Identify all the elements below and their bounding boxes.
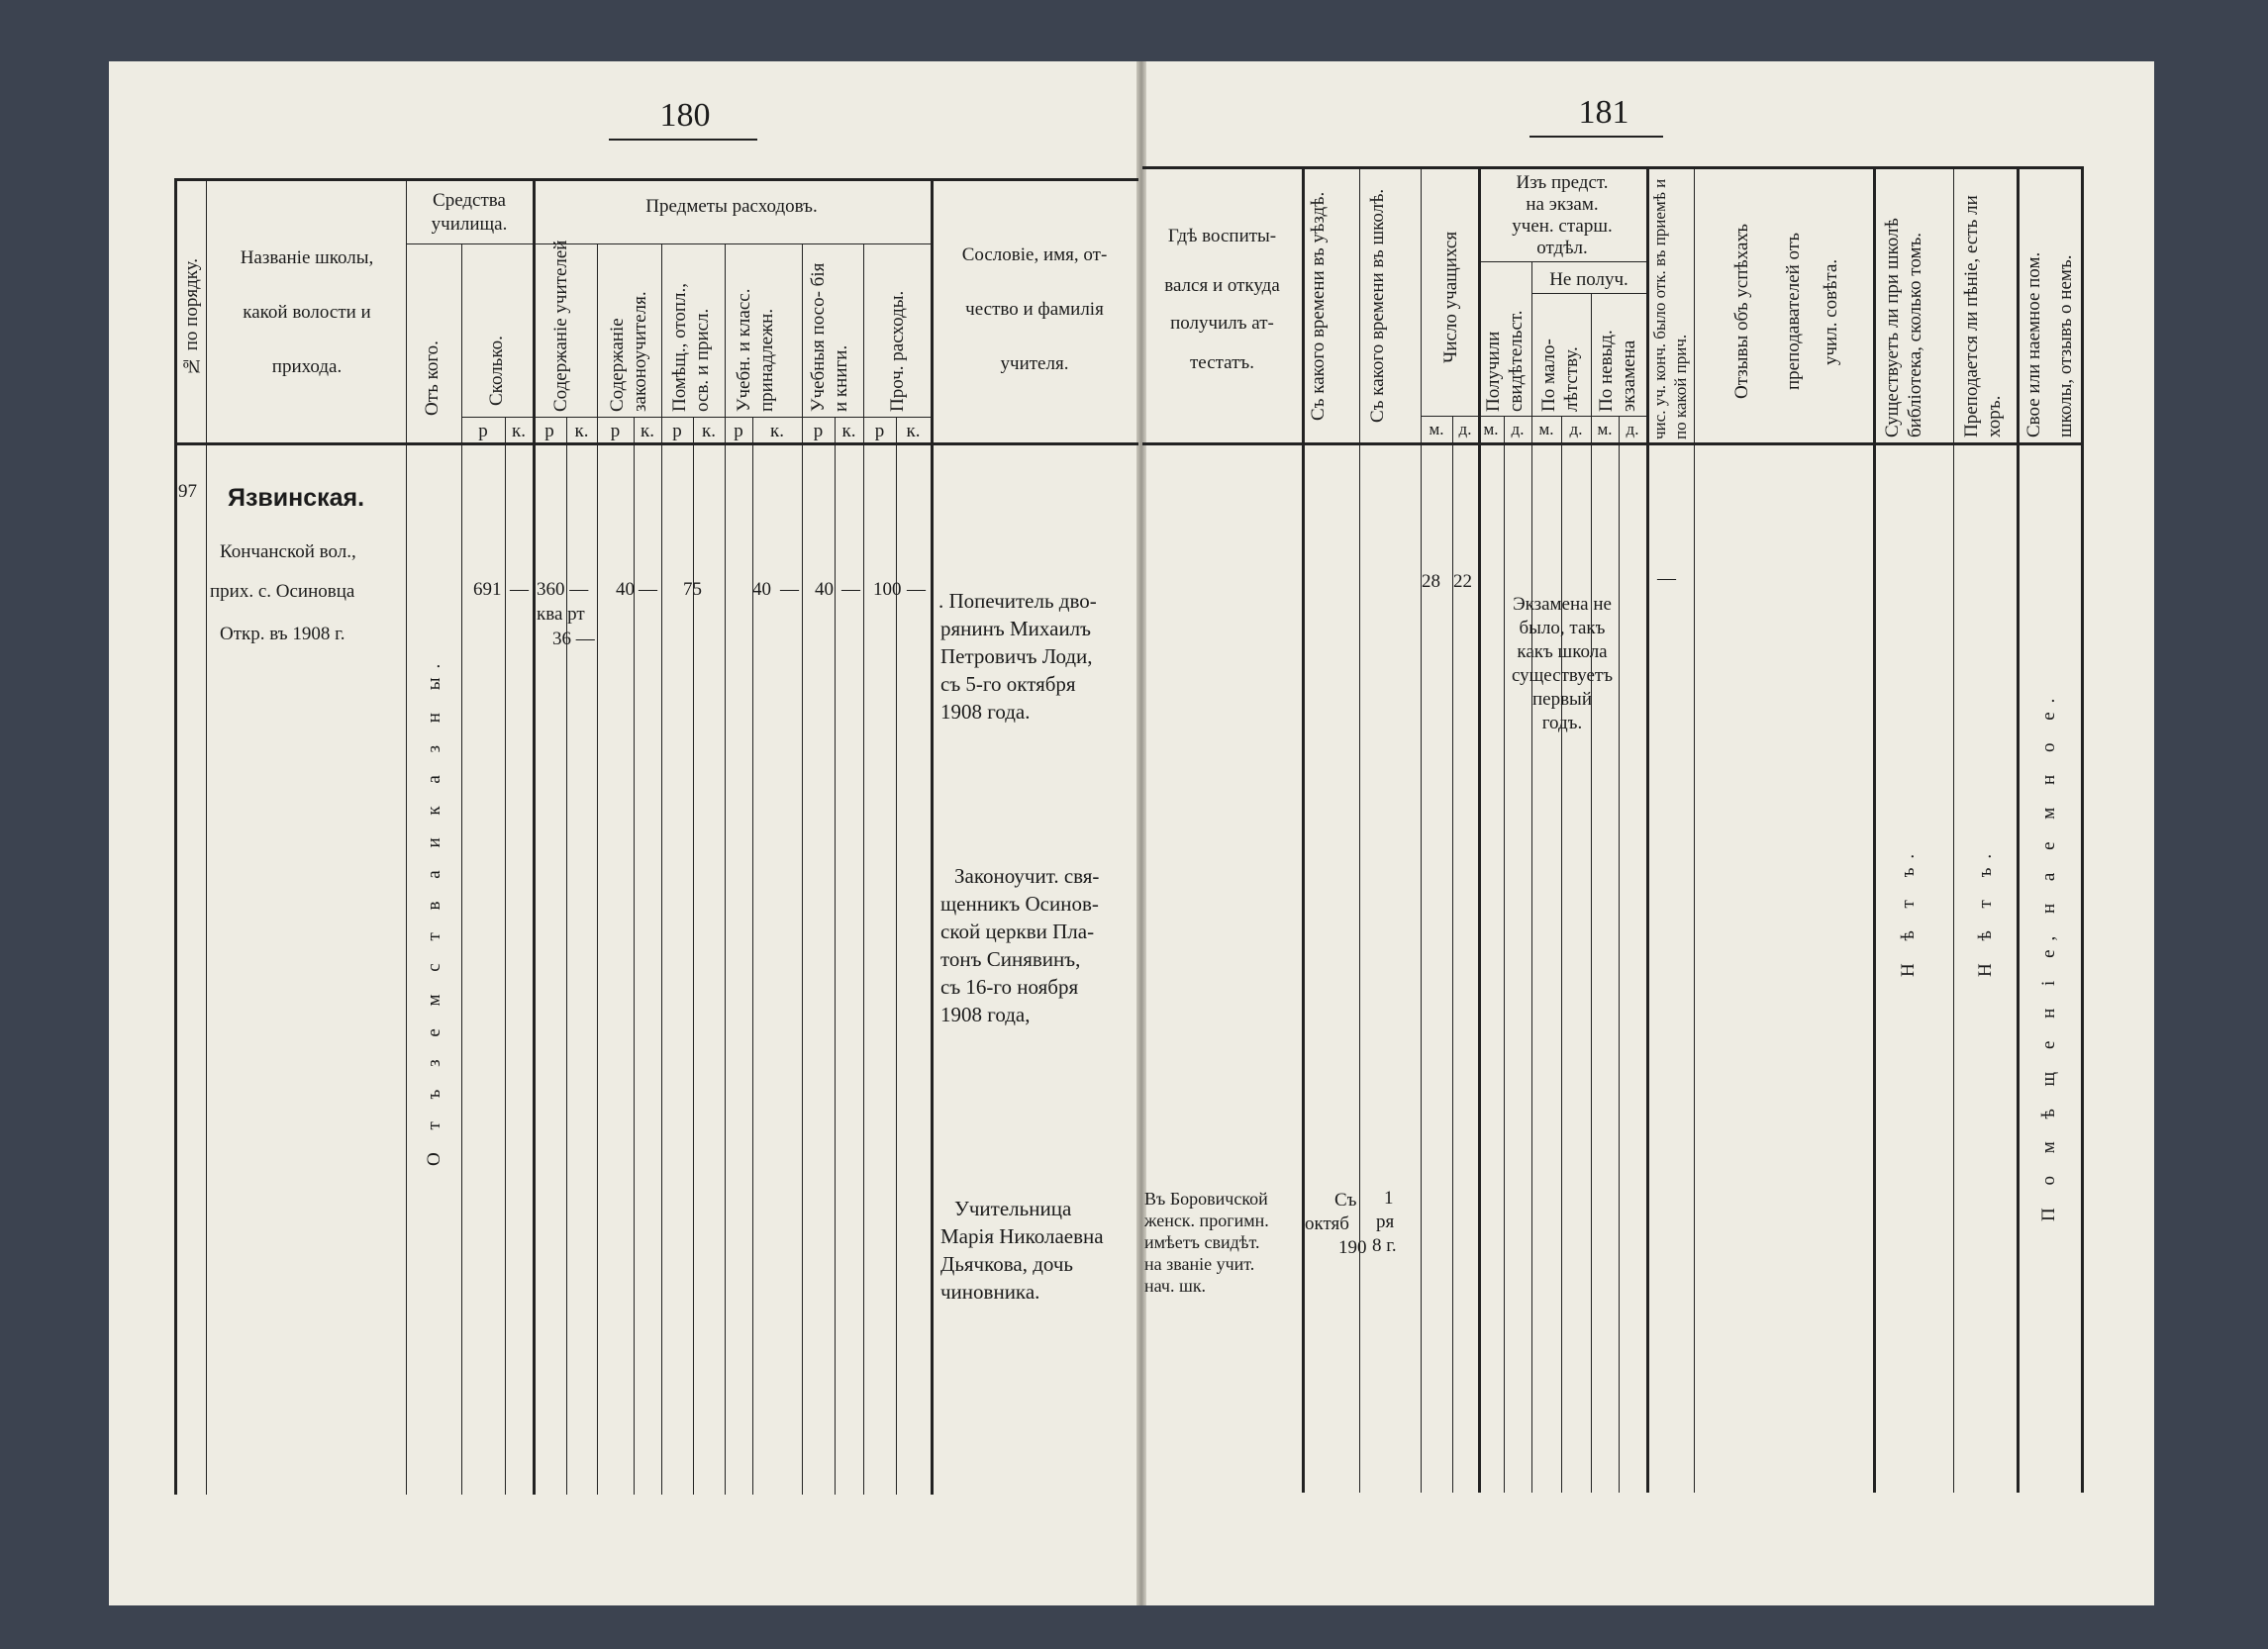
header-school-l1: Названіе школы,: [240, 247, 374, 268]
edu-l4: на званіе учит.: [1144, 1254, 1255, 1274]
rub-label: р: [610, 421, 621, 441]
funds-kop: —: [510, 579, 529, 600]
school-parish: прих. с. Осиновца: [210, 581, 355, 602]
header-singing: Преподается ли пѣніе, есть ли хоръ.: [1961, 195, 2005, 437]
table-top-rule: [1142, 166, 2081, 169]
trustee-l5: 1908 года.: [940, 700, 1031, 724]
col-border: [1619, 416, 1620, 1493]
exp-premises: 75: [683, 579, 702, 600]
exp-other-kop: —: [907, 579, 926, 600]
header-exp-premises: Помѣщ., отопл., осв. и присл.: [669, 282, 713, 412]
school-opened: Откр. въ 1908 г.: [220, 624, 345, 644]
header-reviews-teachers: преподавателей отъ: [1783, 233, 1804, 391]
col-border: [2017, 166, 2020, 1493]
exp-supplies: 40: [752, 579, 771, 600]
col-border: [1953, 166, 1954, 1493]
kop-label: к.: [770, 421, 784, 441]
d-label: д.: [1458, 420, 1472, 438]
since-school-l3: 8 г.: [1372, 1235, 1397, 1256]
header-library: Существуетъ ли при школѣ библіотека, сколько томъ.: [1882, 218, 1925, 437]
exam-note-l4: существуетъ: [1511, 665, 1614, 686]
exp-other: 100: [873, 579, 902, 600]
notgot-header-rule: [1531, 293, 1646, 294]
kop-label: к.: [512, 421, 526, 441]
header-got-cert: Получили свидѣтельст.: [1483, 310, 1527, 412]
header-exp-teachers: Содержаніе учителей: [550, 240, 571, 412]
header-exam-l2: на экзам.: [1526, 194, 1599, 215]
header-edu-l3: получилъ ат-: [1170, 313, 1274, 334]
col-border: [406, 178, 407, 1495]
header-school-l3: прихода.: [271, 356, 343, 377]
library-value: Н ѣ т ъ.: [1898, 844, 1919, 977]
d-label: д.: [1569, 420, 1583, 438]
header-exp-supplies: Учебн. и класс. принадлежн.: [734, 288, 777, 412]
kop-label: к.: [841, 421, 856, 441]
trustee-l4: съ 5-го октября: [940, 672, 1076, 696]
header-how-much: Сколько.: [486, 336, 507, 406]
exam-note-l3: какъ школа: [1517, 641, 1608, 662]
header-pupils: Число учащихся: [1440, 231, 1461, 363]
col-border: [1873, 166, 1876, 1493]
col-border: [1694, 166, 1695, 1493]
kop-label: к.: [702, 421, 716, 441]
lawteacher-l1: Законоучит. свя-: [954, 864, 1100, 888]
teacher-l4: чиновника.: [940, 1280, 1040, 1304]
trustee-l1: . Попечитель дво-: [938, 589, 1097, 613]
page-number-right: 181: [1578, 94, 1629, 131]
header-premises-own: Свое или наемное пом.: [2023, 251, 2044, 437]
funds-header-rule: [406, 243, 533, 244]
kop-label: к.: [641, 421, 654, 441]
header-edu-l2: вался и откуда: [1164, 275, 1280, 296]
lawteacher-l2: щенникъ Осинов-: [940, 892, 1099, 916]
exp-teachers-2: ква рт: [537, 604, 585, 625]
header-edu-l1: Гдѣ воспиты-: [1167, 226, 1277, 246]
header-reviews-council: учил. совѣта.: [1821, 258, 1841, 365]
exp-supplies-kop: —: [780, 579, 799, 600]
col-border: [1421, 166, 1422, 1493]
teacher-l3: Дьячкова, дочь: [940, 1252, 1073, 1276]
kop-label: к.: [906, 421, 921, 441]
edu-l2: женск. прогимн.: [1144, 1211, 1269, 1230]
rub-label: р: [734, 421, 743, 441]
m-label: м.: [1597, 420, 1613, 438]
col-border: [1561, 416, 1562, 1493]
exam-note-l2: было, такъ: [1519, 618, 1606, 638]
row-number: 97: [178, 481, 197, 502]
header-from-whom: Отъ кого.: [422, 340, 443, 416]
since-uezd-l1: Съ: [1334, 1190, 1357, 1211]
col-border: [1478, 166, 1481, 1493]
exam-note-l6: годъ.: [1541, 713, 1583, 733]
col-border: [1302, 166, 1305, 1493]
col-border: [505, 417, 506, 1495]
rub-label: р: [813, 421, 824, 441]
header-since-uezd: Съ какого времени въ уѣздѣ.: [1308, 191, 1329, 421]
since-school-l2: ря: [1376, 1212, 1395, 1232]
header-expenses: Предметы расходовъ.: [645, 196, 818, 217]
pupils-boys: 28: [1422, 571, 1440, 592]
col-border: [533, 178, 536, 1495]
exp-teachers-1: 360 —: [537, 579, 589, 600]
edu-l3: имѣетъ свидѣт.: [1144, 1232, 1260, 1252]
lawteacher-l5: съ 16-го ноября: [940, 975, 1079, 999]
left-count-dash: —: [1657, 568, 1676, 589]
header-reviews: Отзывы объ успѣхахъ: [1731, 224, 1752, 400]
header-since-school: Съ какого времени въ школѣ.: [1367, 188, 1388, 424]
header-left-count: чис. уч. конч. было отк. въ приемѣ и по какой прич.: [1650, 178, 1690, 439]
exam-header-rule: [1478, 261, 1646, 262]
singing-value: Н ѣ т ъ.: [1975, 844, 1996, 977]
header-not-got: Не получ.: [1549, 269, 1628, 290]
header-person-l1: Сословіе, имя, от-: [961, 244, 1108, 265]
lawteacher-l4: тонъ Синявинъ,: [940, 947, 1081, 971]
page-number-rule-right: [1529, 136, 1663, 138]
col-border: [2081, 166, 2084, 1493]
since-school-l1: 1: [1384, 1188, 1394, 1209]
col-border: [206, 178, 207, 1495]
header-exam-l3: учен. старш.: [1512, 216, 1613, 237]
trustee-l2: рянинъ Михаилъ: [940, 617, 1092, 640]
since-uezd-l2: октяб: [1305, 1213, 1349, 1234]
rub-label: р: [544, 421, 554, 441]
col-border: [1531, 261, 1532, 1493]
header-funds-l1: Средства: [433, 190, 506, 211]
lawteacher-l3: ской церкви Пла-: [940, 920, 1095, 943]
col-border: [1359, 166, 1360, 1493]
m-label: м.: [1538, 420, 1554, 438]
header-exp-other: Проч. расходы.: [887, 290, 908, 412]
header-bottom-rule: [1142, 442, 2081, 445]
header-exp-law: Содержаніе законоучителя.: [607, 291, 650, 412]
exp-law: 40: [616, 579, 635, 600]
col-border: [1504, 416, 1505, 1493]
header-school-l2: какой волости и: [243, 302, 371, 323]
header-exam-l4: отдѣл.: [1536, 238, 1588, 258]
d-label: д.: [1511, 420, 1525, 438]
exam-note-l5: первый: [1531, 689, 1592, 710]
header-edu-l4: тестатъ.: [1190, 352, 1254, 373]
rub-label: р: [874, 421, 885, 441]
header-person-l3: учителя.: [1000, 353, 1069, 374]
header-no-show: По невыд. экзамена: [1596, 330, 1639, 412]
header-number: № по порядку.: [181, 257, 202, 376]
col-border: [174, 178, 177, 1495]
rub-label: р: [478, 421, 488, 441]
page-number-left: 180: [659, 97, 711, 134]
header-funds-l2: училища.: [431, 214, 508, 235]
school-volost: Кончанской вол.,: [220, 541, 356, 562]
header-minor: По мало- лѣтству.: [1538, 339, 1582, 412]
lawteacher-l6: 1908 года,: [940, 1003, 1031, 1026]
kop-label: к.: [574, 421, 589, 441]
exam-note-l1: Экзамена не: [1513, 594, 1612, 615]
m-label: м.: [1429, 420, 1444, 438]
since-uezd-l3: 190: [1338, 1237, 1367, 1258]
header-premises-rev: школы, отзывъ о немъ.: [2055, 254, 2076, 437]
exp-teachers-3: 36 —: [552, 629, 595, 649]
teacher-l1: Учительница: [954, 1197, 1072, 1220]
exp-books-kop: —: [841, 579, 860, 600]
exp-law-kop: —: [639, 579, 657, 600]
d-label: д.: [1626, 420, 1639, 438]
premises-value: П о м ѣ щ е н і е, н а е м н о е.: [2038, 689, 2059, 1221]
funds-amount: 691: [473, 579, 502, 600]
m-label: м.: [1483, 420, 1499, 438]
header-exam-l1: Изъ предст.: [1516, 172, 1609, 193]
header-person-l2: чество и фамилія: [965, 299, 1104, 320]
table-top-rule: [174, 178, 1138, 181]
funds-source-vertical: О т ъ з е м с т в а и к а з н ы.: [424, 654, 444, 1167]
col-border: [835, 417, 836, 1495]
rub-label: р: [672, 421, 682, 441]
exp-books: 40: [815, 579, 834, 600]
edu-l5: нач. шк.: [1144, 1276, 1207, 1296]
col-border: [1591, 293, 1592, 1493]
trustee-l3: Петровичъ Лоди,: [940, 644, 1093, 668]
pupils-girls: 22: [1453, 571, 1472, 592]
expenses-header-rule: [533, 243, 931, 244]
header-exp-books: Учебныя посо- бія и книги.: [808, 262, 851, 412]
edu-l1: Въ Боровичской: [1144, 1189, 1268, 1209]
teacher-l2: Марія Николаевна: [940, 1224, 1104, 1248]
page-number-rule-left: [609, 139, 757, 141]
school-name: Язвинская.: [228, 484, 365, 512]
